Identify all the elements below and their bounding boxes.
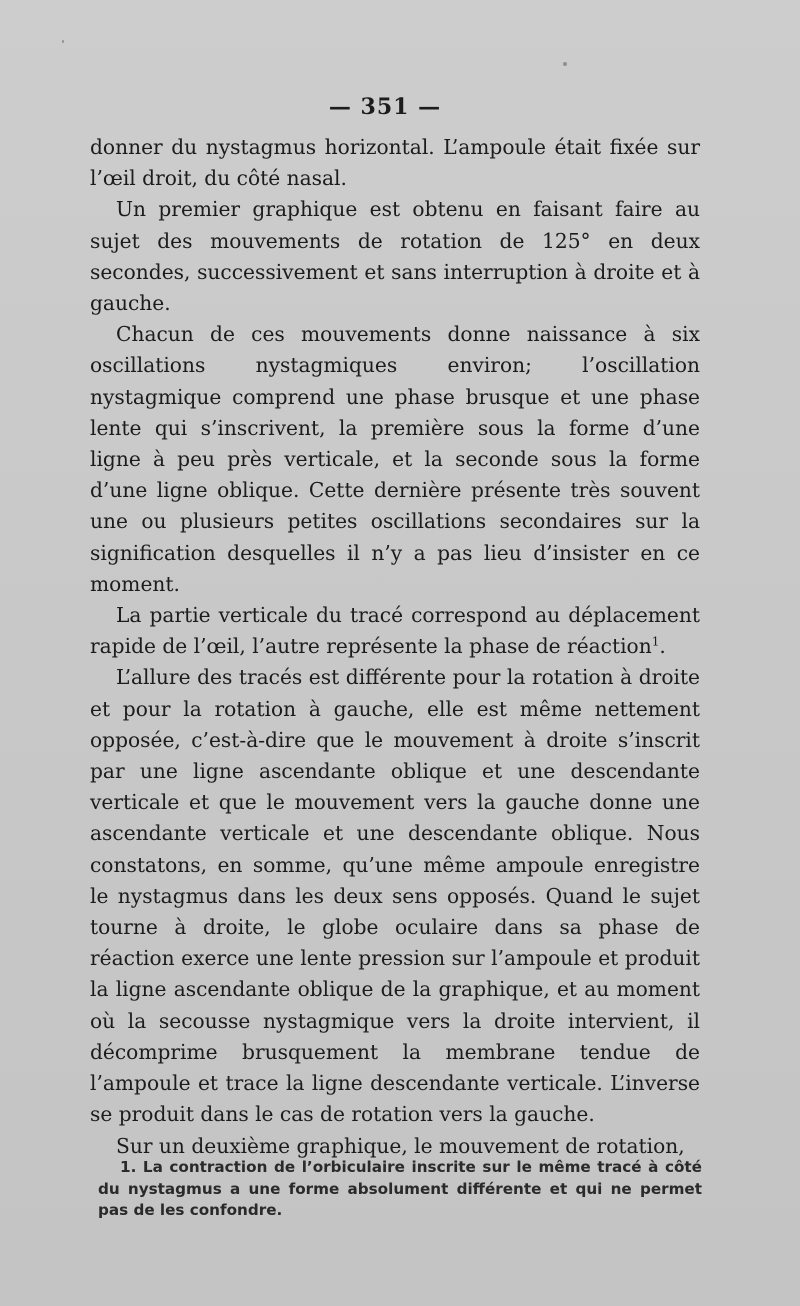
paragraph-4	[90, 600, 700, 662]
page-number: — 351 —	[328, 94, 442, 120]
paragraph-5: L’allure des tracés est différente pour la rotation à droite et pour la rotation à gauche, elle est même nettement opposée, c’est-à-dire que le mouvement à droite s’inscrit par une ligne ascendante oblique et une descendante verticale et que le mouvement vers la gauche donne une ascendante verticale et une descendante oblique. Nous constatons, en somme, qu’une même ampoule enregistre le nystagmus dans les deux sens opposés. Quand le sujet tourne à droite, le globe oculaire dans sa phase de réaction exerce une lente pression sur l’ampoule et produit la ligne ascendante oblique de la graphique, et au moment où la secousse nystagmique vers la droite intervient, il décomprime brusquement la membrane tendue de l’ampoule et trace la ligne descendante verticale. L’inverse se produit dans le cas de rotation vers la gauche.	[90, 665, 700, 1127]
footnote-1: 1. La contraction de l’orbiculaire inscrite sur le même tracé à côté du nystagmus a une forme absolument différente et qui ne permet pas de les confondre.	[98, 1158, 702, 1219]
paper-speck	[563, 62, 567, 66]
paper-speck	[62, 40, 64, 43]
paragraph-3: Chacun de ces mouvements donne naissance à six oscillations nystagmiques environ; l’oscillation nystagmique comprend une phase brusque et une phase lente qui s’inscrivent, la première sous la forme d’une ligne à peu près verticale, et la seconde sous la forme d’une ligne oblique. Cette dernière présente très souvent une ou plusieurs petites oscillations secondaires sur la signification desquelles il n’y a pas lieu d’insister en ce moment.	[90, 322, 700, 596]
paragraph-1: donner du nystagmus horizontal. L’ampoule était fixée sur l’œil droit, du côté nasal.	[90, 135, 700, 191]
paragraph-4-end: .	[659, 634, 666, 659]
paragraph-4-text: La partie verticale du tracé correspond au déplacement rapide de l’œil, l’autre représente la phase de réaction	[90, 603, 700, 659]
paragraph-6: Sur un deuxième graphique, le mouvement de rotation,	[116, 1133, 685, 1158]
footnotes	[98, 1157, 702, 1222]
paragraph-2: Un premier graphique est obtenu en faisant faire au sujet des mouvements de rotation de 125° en deux secondes, successivement et sans interruption à droite et à gauche.	[90, 197, 700, 316]
body-text	[90, 132, 700, 1162]
footnote-ref[interactable]: 1	[651, 634, 660, 649]
